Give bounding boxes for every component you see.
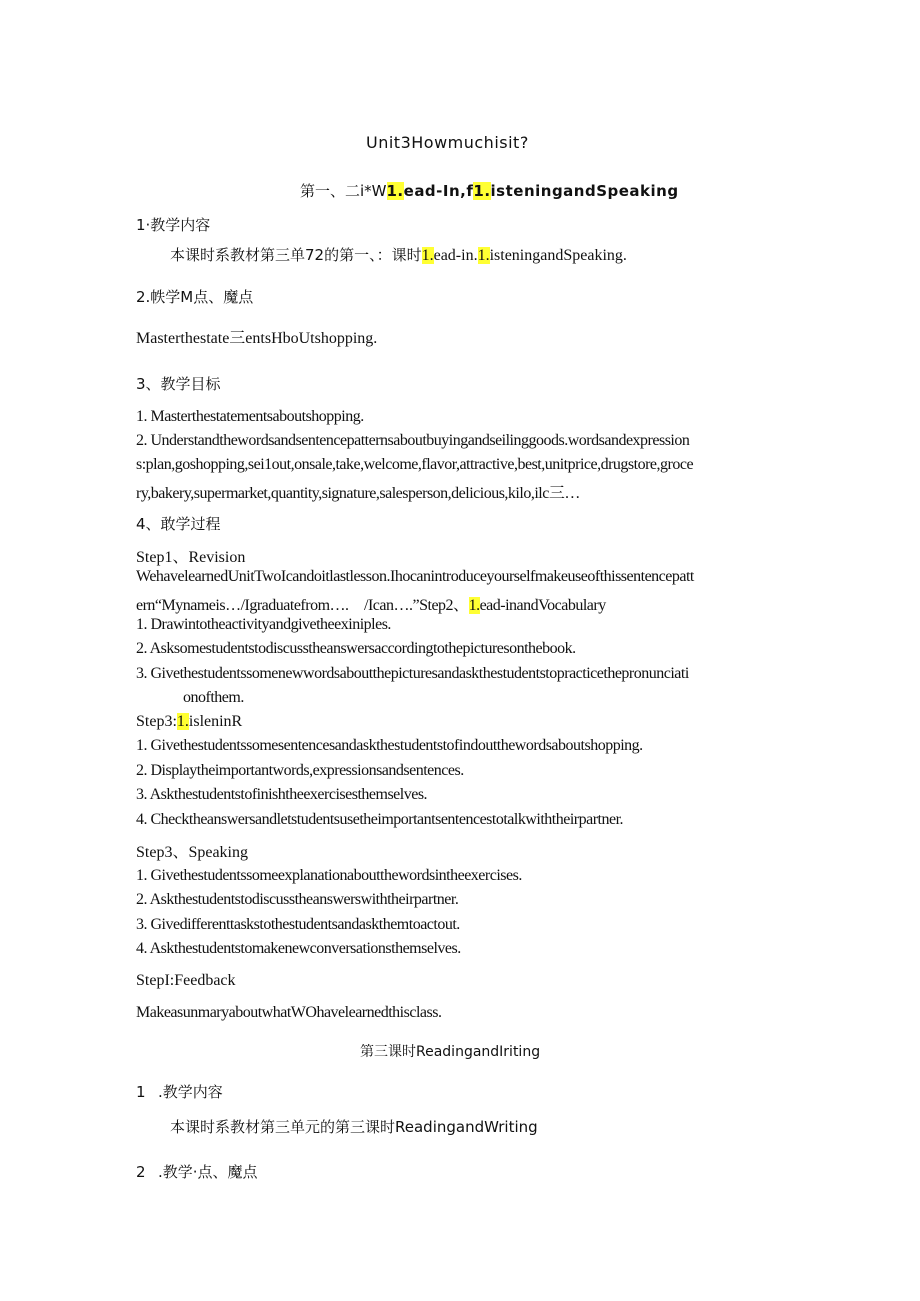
step3-speaking-item-3: 3. Givedifferenttaskstothestudentsandaskthemtoactout. — [136, 916, 460, 933]
step3-speaking-title: Step3、Speaking — [136, 844, 248, 861]
section2-text: Masterthestate三entsHboUtshopping. — [136, 330, 378, 347]
section4-title: 4、敢学过程 — [136, 515, 221, 533]
step4-text: MakeasunmaryaboutwhatWOhavelearnedthisclass. — [136, 1004, 442, 1021]
lesson1-heading-hl2: 1. — [473, 182, 491, 200]
lesson3-section1-num: 1 — [136, 1083, 146, 1101]
step3-listening-post: isleninR — [188, 713, 243, 730]
step2-item-3: 3. Givethestudentssomenewwordsaboutthepicturesandaskthestudentstopracticethepronunciati — [136, 665, 689, 682]
step2-item-3-cont: onofthem. — [183, 689, 244, 706]
step1-text-line2 — [136, 592, 606, 615]
step1-text-line2-pre: ern“Mynameis…/Igraduatefrom…. /Ican….”Step2、 — [136, 597, 469, 614]
step3-speaking-item-4: 4. Askthestudentstomakenewconversationsthemselves. — [136, 940, 461, 957]
lesson3-section1-text: 本课时系教材第三单元的第三课时ReadingandWriting — [170, 1118, 538, 1136]
step3-speaking-item-2: 2. Askthestudentstodiscusstheanswerswiththeirpartner. — [136, 891, 459, 908]
section1-title: 1·教学内容 — [136, 216, 211, 234]
lesson3-section2-label: .教学·点、魔点 — [158, 1163, 258, 1181]
goal-item-2-line1: 2. Understandthewordsandsentencepatternsaboutbuyingandseilinggoods.wordsandexpression — [136, 432, 690, 449]
step3-listening-item-2: 2. Displaytheimportantwords,expressionsandsentences. — [136, 762, 464, 779]
lesson3-section1-label: .教学内容 — [158, 1083, 223, 1101]
step3-listening-item-4: 4. Checktheanswersandletstudentsusetheimportantsentencestotalkwiththeirpartner. — [136, 811, 624, 828]
step3-listening-item-3: 3. Askthestudentstofinishtheexercisesthemselves. — [136, 786, 428, 803]
lesson3-section2-title — [136, 1161, 258, 1182]
section1-text — [170, 244, 627, 265]
step3-listening-hl: 1. — [176, 713, 189, 730]
section3-title: 3、教学目标 — [136, 375, 221, 393]
lesson3-section2-num: 2 — [136, 1163, 146, 1181]
lesson3-heading — [360, 1041, 540, 1061]
step3-listening-item-1: 1. Givethestudentssomesentencesandaskthestudentstofindoutthewordsaboutshopping. — [136, 737, 643, 754]
step1-text-line2-post: ead-inandVocabulary — [479, 597, 606, 614]
goal-item-1: 1. Masterthestatementsaboutshopping. — [136, 408, 364, 425]
section1-text-post: isteningandSpeaking. — [489, 247, 627, 264]
step2-item-1: 1. Drawintotheactivityandgivetheexiniples. — [136, 616, 391, 633]
lesson3-heading-text: 第三课时ReadingandIriting — [360, 1044, 541, 1060]
step1-text-line1: WehavelearnedUnitTwoIcandoitlastlesson.Ihocanintroduceyourselfmakeuseofthissentencepatt — [136, 568, 694, 585]
step2-item-2: 2. Asksomestudentstodiscusstheanswersaccordingtothepicturesonthebook. — [136, 640, 576, 657]
step4-title: StepI:Feedback — [136, 972, 236, 989]
goal-item-2-line2: s:plan,goshopping,sei1out,onsale,take,welcome,flavor,attractive,best,unitprice,drugstore,groce — [136, 456, 694, 473]
lesson1-heading-post: isteningandSpeaking — [490, 182, 679, 200]
lesson1-heading-mid: ead-In,f — [403, 182, 474, 200]
section1-text-mid: ead-in. — [433, 247, 478, 264]
lesson1-heading-hl1: 1. — [386, 182, 404, 200]
lesson1-heading — [300, 180, 679, 201]
step1-text-line2-hl: 1. — [468, 597, 480, 614]
section2-title: 2.帙学M点、魔点 — [136, 288, 254, 306]
step3-listening-title — [136, 713, 242, 731]
section1-text-hl1: 1. — [421, 247, 434, 264]
goal-item-2-line3: ry,bakery,supermarket,quantity,signature,salesperson,delicious,kilo,ilc三… — [136, 485, 580, 502]
step3-speaking-item-1: 1. Givethestudentssomeexplanationaboutthewordsintheexercises. — [136, 867, 522, 884]
step1-title: Step1、Revision — [136, 549, 246, 566]
lesson3-section1-title — [136, 1081, 223, 1102]
page-title: Unit3Howmuchisit? — [366, 133, 529, 152]
lesson1-heading-pre: 第一、二i*W — [300, 182, 387, 200]
section1-text-hl2: 1. — [477, 247, 490, 264]
section1-text-pre: 本课时系教材第三单72的第一、：课时 — [170, 246, 422, 264]
step3-listening-pre: Step3: — [136, 713, 177, 730]
